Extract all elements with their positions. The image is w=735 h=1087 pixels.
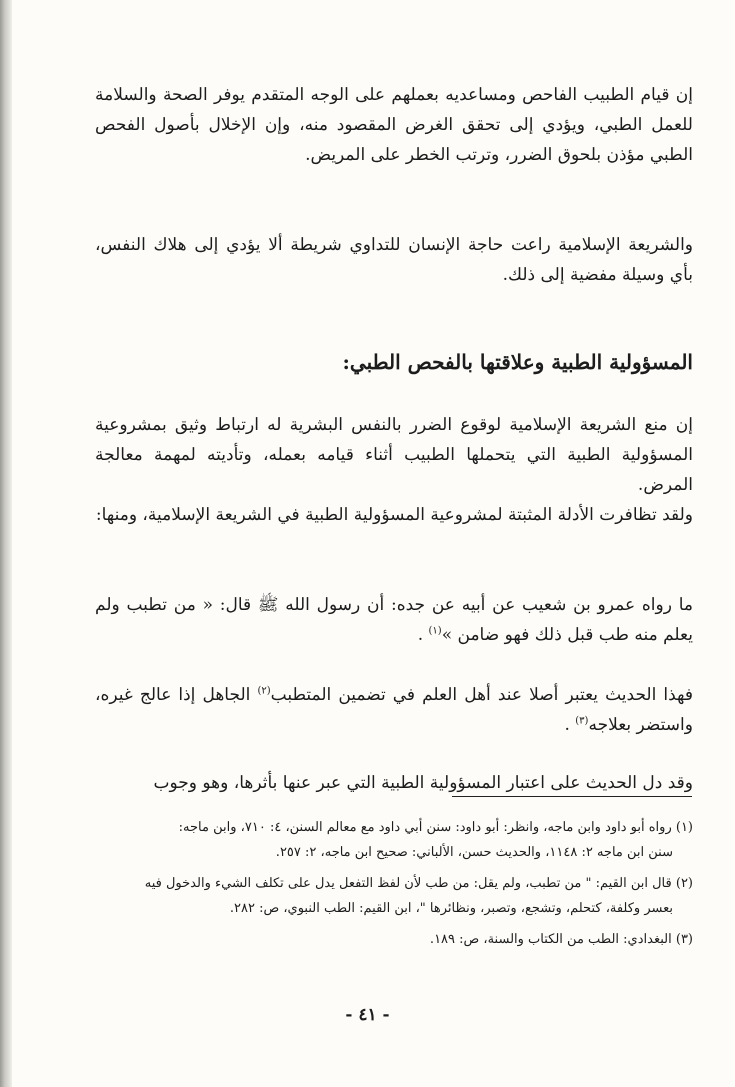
footnote-2: (٢) قال ابن القيم: " من تطبب، ولم يقل: من طب لأن لفظ التفعل يدل على تكلف الشيء والدخول فيه	[144, 876, 693, 891]
page-number: - ٤١ -	[345, 1005, 390, 1025]
paragraph-medical-liability: إن منع الشريعة الإسلامية لوقوع الضرر بالنفس البشرية له ارتباط وثيق بمشروعية المسؤولية الطبية التي يتحملها الطبيب أثناء قيامه بعمله، وتأديته لمهمة معالجة المرض.	[95, 415, 693, 495]
paragraph-liability-conclusion: وقد دل الحديث على اعتبار المسؤولية الطبية التي عبر عنها بأثرها، وهو وجوب	[153, 773, 693, 793]
paragraph-hadith-explanation	[95, 680, 693, 768]
explanation-text-b: الجاهل إذا عالج غيره، واستضر بعلاجه	[95, 685, 693, 735]
footnote-2-continued: بعسر وكلفة، كتحلم، وتشجع، وتصبر، ونظائرها "، ابن القيم: الطب النبوي، ص: ٢٨٢.	[229, 901, 673, 916]
hadith-end: .	[417, 625, 429, 645]
hadith-text: ما رواه عمرو بن شعيب عن أبيه عن جده: أن رسول الله ﷺ قال: « من تطبب ولم يعلم منه طب قبل ذلك فهو ضامن »	[95, 595, 693, 645]
footnote-ref-2[interactable]: (٢)	[257, 685, 271, 697]
footnotes	[95, 815, 693, 958]
footnote-3: (٣) البغدادي: الطب من الكتاب والسنة، ص: ١٨٩.	[429, 932, 693, 947]
footnote-ref-3[interactable]: (٣)	[575, 715, 589, 727]
section-heading: المسؤولية الطبية وعلاقتها بالفحص الطبي:	[342, 350, 693, 374]
footnote-ref-1[interactable]: (١)	[428, 625, 442, 637]
paragraph-hadith	[95, 590, 693, 680]
main-text	[95, 80, 693, 808]
page-binding-edge	[0, 0, 12, 1087]
footnote-1-continued: سنن ابن ماجه ٢: ١١٤٨، والحديث حسن، الألباني: صحيح ابن ماجه، ٢: ٢٥٧.	[275, 845, 673, 860]
paragraph-sharia-treatment: والشريعة الإسلامية راعت حاجة الإنسان للتداوي شريطة ألا يؤدي إلى هلاك النفس، بأي وسيلة مفضية إلى ذلك.	[95, 235, 693, 285]
paragraph-exam-importance: إن قيام الطبيب الفاحص ومساعديه بعملهم على الوجه المتقدم يوفر الصحة والسلامة للعمل الطبي، ويؤدي إلى تحقق الغرض المقصود منه، وإن الإخلال بأصول الفحص الطبي مؤذن بلحوق الضرر، وترتب الخطر على المريض.	[95, 85, 694, 165]
explanation-text-c: .	[564, 715, 576, 735]
footnote-1: (١) رواه أبو داود وابن ماجه، وانظر: أبو داود: سنن أبي داود مع معالم السنن، ٤: ٧١٠، وابن ماجه:	[178, 820, 693, 835]
footnote-separator	[452, 796, 692, 797]
explanation-text-a: فهذا الحديث يعتبر أصلا عند أهل العلم في تضمين المتطبب	[270, 685, 693, 705]
paragraph-evidence-intro: ولقد تظافرت الأدلة المثبتة لمشروعية المسؤولية الطبية في الشريعة الإسلامية، ومنها:	[95, 505, 693, 525]
